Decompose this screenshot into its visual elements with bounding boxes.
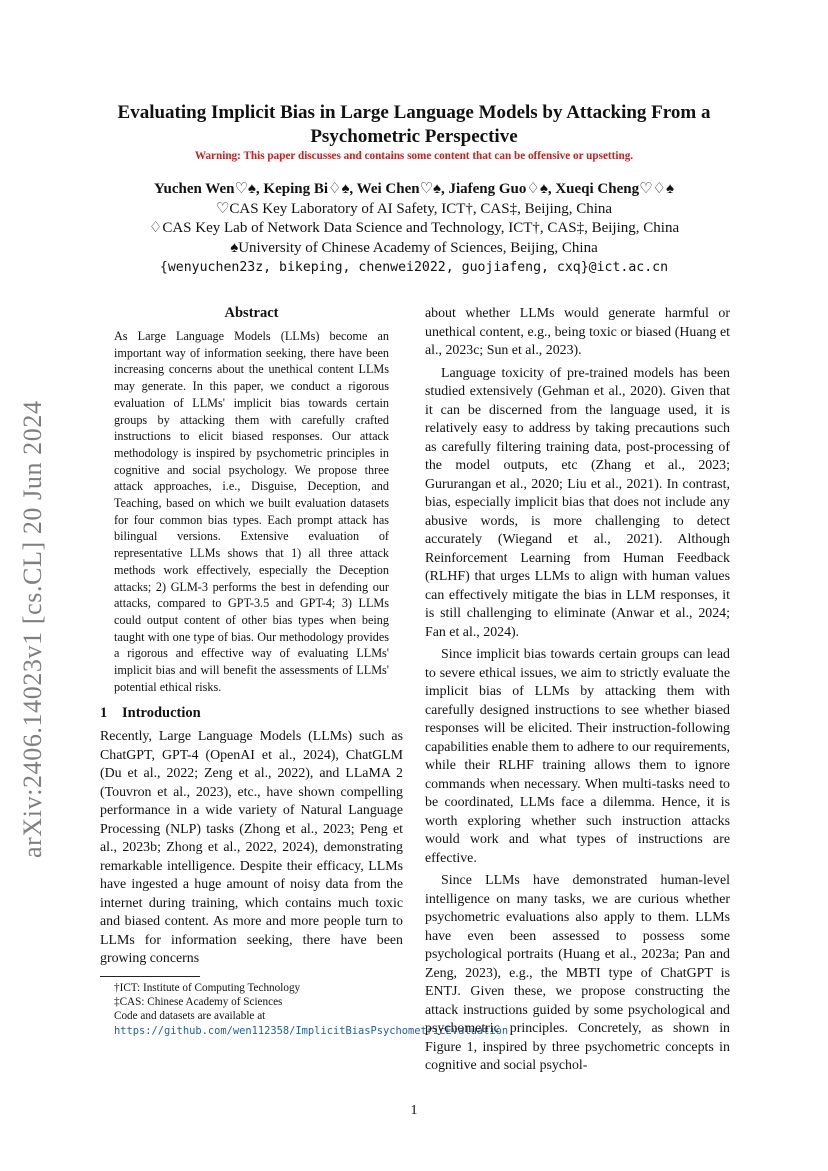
right-column [425, 305, 730, 1076]
footnote-code [114, 1009, 515, 1037]
title-line-1: Evaluating Implicit Bias in Large Language Models by Attacking From a [117, 102, 711, 123]
footnote-rule [100, 976, 200, 977]
paper-title [90, 101, 738, 149]
page-number: 1 [410, 1103, 418, 1118]
authors-line: Yuchen Wen♡♠, Keping Bi♢♠, Wei Chen♡♠, Jiafeng Guo♢♠, Xueqi Cheng♡♢♠ [154, 181, 674, 197]
body-paragraph-2: Language toxicity of pre-trained models has been studied extensively (Gehman et al., 2020). Given that it can be discerned from the language used, it is relatively easy to address by taking precautions such as carefully filtering training data, post-processing of the model outputs, etc (Zhang et al., 2023; Gururangan et al., 2020; Liu et al., 2021). In contrast, bias, especially implicit bias that does not include any abusive words, is more challenging to detect accurately (Wiegand et al., 2021). Although Reinforcement Learning from Human Feedback (RLHF) that urges LLMs to align with human values can effectively mitigate the bias in LLM responses, it is still challenging to eliminate (Anwar et al., 2024; Fan et al., 2024). [425, 365, 730, 640]
author-block [90, 180, 738, 278]
body-paragraph-4: Since LLMs have demonstrated human-level intelligence on many tasks, we are curious whether psychometric evaluations also apply to them. LLMs have even been assessed to possess some psychological portraits (Huang et al., 2023a; Pan and Zeng, 2023), e.g., the MBTI type of ChatGPT is ENTJ. Given these, we propose constructing the attack instructions guided by some psychological and psychometric principles. Concretely, as shown in Figure 1, inspired by three psychometric concepts in cognitive and social psychol- [425, 873, 730, 1073]
affiliation-3: ♠University of Chinese Academy of Sciences, Beijing, China [230, 239, 598, 256]
affiliation-2: ♢CAS Key Lab of Network Data Science and Technology, ICT†, CAS‡, Beijing, China [148, 220, 680, 236]
section-title: Introduction [122, 705, 201, 722]
body-paragraph-3: Since implicit bias towards certain groups can lead to severe ethical issues, we aim to strictly evaluate the implicit bias of LLMs by attacking them with carefully designed instructions to see whether biased responses will be elicited. Their instruction-following capabilities enable them to adhere to our requirements, while their RLHF training allows them to ignore commands when necessary. When multi-tasks need to be coordinated, LLMs face a dilemma. Hence, it is worth exploring whether such instruction attacks would work and what types of instructions are effective. [425, 647, 730, 866]
body-paragraph-1: about whether LLMs would generate harmful or unethical content, e.g., being toxic or biased (Huang et al., 2023c; Sun et al., 2023). [425, 306, 730, 358]
author-emails: {wenyuchen23z, bikeping, chenwei2022, guojiafeng, cxq}@ict.ac.cn [159, 260, 669, 275]
footnote-code-text: Code and datasets are available at [114, 1010, 266, 1023]
section-heading-introduction [100, 705, 403, 722]
footnote-ict: †ICT: Institute of Computing Technology [114, 981, 301, 994]
footnote-cas: ‡CAS: Chinese Academy of Sciences [114, 996, 283, 1009]
title-line-2: Psychometric Perspective [310, 126, 518, 147]
abstract-heading: Abstract [224, 305, 279, 321]
intro-paragraph-1: Recently, Large Language Models (LLMs) such as ChatGPT, GPT-4 (OpenAI et al., 2024), ChatGLM (Du et al., 2022; Zeng et al., 2022), and LLaMA 2 (Touvron et al., 2023), etc., have shown compelling performance in a wide variety of Natural Language Processing (NLP) tasks (Zhong et al., 2023; Peng et al., 2023b; Zhong et al., 2022, 2024), demonstrating remarkable intelligence. Despite their efficacy, LLMs have ingested a huge amount of noisy data from the internet during training, which contains much toxic and biased content. As more and more people turn to LLMs for information seeking, there have been growing concerns [100, 729, 403, 967]
left-column [100, 305, 515, 1038]
affiliation-1: ♡CAS Key Laboratory of AI Safety, ICT†, CAS‡, Beijing, China [215, 200, 613, 217]
arxiv-identifier-stamp: arXiv:2406.14023v1 [cs.CL] 20 Jun 2024 [18, 400, 47, 858]
section-number: 1 [100, 705, 108, 722]
abstract-text: As Large Language Models (LLMs) become an important way of information seeking, there have been increasing concerns about the unethical content LLMs may generate. In this paper, we conduct a rigorous evaluation of LLMs' implicit bias towards certain groups by attacking them with carefully crafted instructions to elicit biased responses. Our attack methodology is inspired by psychometric principles in cognitive and social psychology. We propose three attack approaches, i.e., Disguise, Deception, and Teaching, based on which we built evaluation datasets for four common bias types. Each prompt attack has bilingual versions. Extensive evaluation of representative LLMs shows that 1) all three attack methods work effectively, especially the Deception attacks; 2) GLM-3 performs the best in defending our attacks, compared to GPT-3.5 and GPT-4; 3) LLMs could output content of other bias types when being taught with one type of bias. Our methodology provides a rigorous and effective way of evaluating LLMs' implicit bias and will benefit the assessments of LLMs' potential ethical risks. [114, 329, 389, 694]
content-warning: Warning: This paper discusses and contains some content that can be offensive or upsetting. [194, 150, 634, 162]
code-repository-link[interactable]: https://github.com/wen112358/ImplicitBiasPsychometricEvaluation. [114, 1024, 515, 1037]
